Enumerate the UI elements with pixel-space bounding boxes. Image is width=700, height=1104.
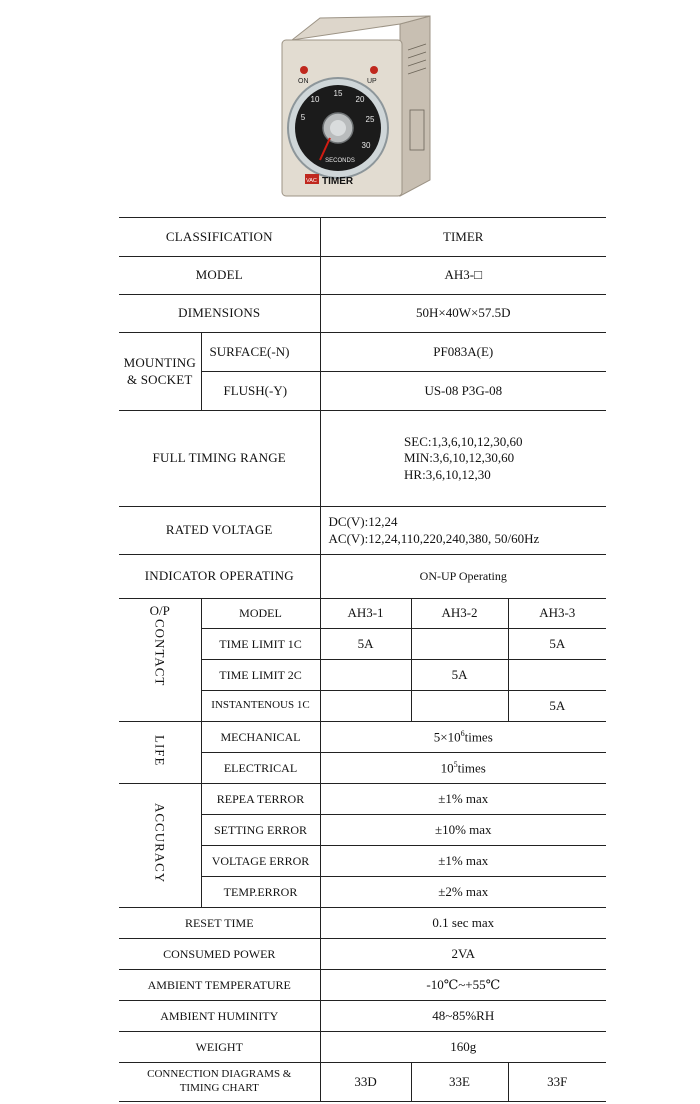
surface-value: PF083A(E) xyxy=(320,333,606,372)
connection-row xyxy=(119,1063,606,1102)
life-label: LIFE xyxy=(152,734,168,767)
connection-value-1: 33D xyxy=(320,1063,411,1102)
accuracy-label-cell xyxy=(119,784,201,908)
op-label: O/P xyxy=(149,603,170,618)
life-label-cell xyxy=(119,722,201,784)
weight-row xyxy=(119,1032,606,1063)
ambient-temp-label: AMBIENT TEMPERATURE xyxy=(119,970,320,1001)
mechanical-exp: 6 xyxy=(460,728,465,738)
accuracy-label: ACCURACY xyxy=(152,803,168,884)
voltage-ac: AC(V):12,24,110,220,240,380, 50/60Hz xyxy=(328,530,540,546)
voltage-tag: VAC xyxy=(306,178,317,184)
op-cell xyxy=(411,629,508,660)
electrical-unit: times xyxy=(457,760,486,776)
ambient-temp-value: -10℃~+55℃ xyxy=(320,970,606,1001)
weight-label: WEIGHT xyxy=(119,1032,320,1063)
op-cell xyxy=(320,660,411,691)
mechanical-label: MECHANICAL xyxy=(201,722,320,753)
op-row-label: INSTANTENOUS 1C xyxy=(201,691,320,722)
op-contact-label xyxy=(119,599,201,722)
dial-tick-5: 5 xyxy=(300,113,306,122)
accuracy-row-label: SETTING ERROR xyxy=(201,815,320,846)
dimensions-value: 50H×40W×57.5D xyxy=(320,295,606,333)
voltage-value xyxy=(320,507,606,555)
connection-label-line1: CONNECTION DIAGRAMS & xyxy=(147,1068,292,1081)
mechanical-value xyxy=(320,722,606,753)
op-model-1: AH3-1 xyxy=(320,599,411,629)
dimensions-row xyxy=(119,295,606,333)
timing-value xyxy=(320,411,606,507)
dimensions-label: DIMENSIONS xyxy=(119,295,320,333)
on-indicator-label: ON xyxy=(298,78,309,85)
timer-brand-label: TIMER xyxy=(322,176,354,187)
reset-time-value: 0.1 sec max xyxy=(320,908,606,939)
model-value: AH3-□ xyxy=(320,257,606,295)
mounting-label-line1: MOUNTING xyxy=(123,355,196,371)
electrical-base: 10 xyxy=(440,760,454,776)
contact-label: CONTACT xyxy=(152,619,168,687)
voltage-row xyxy=(119,507,606,555)
up-indicator-label: UP xyxy=(367,78,377,85)
connection-label-line2: TIMING CHART xyxy=(179,1082,259,1094)
op-row-label: TIME LIMIT 2C xyxy=(201,660,320,691)
mounting-label xyxy=(119,333,201,411)
classification-label: CLASSIFICATION xyxy=(119,218,320,257)
accuracy-row-label: REPEA TERROR xyxy=(201,784,320,815)
accuracy-row-value: ±1% max xyxy=(320,846,606,877)
accuracy-row xyxy=(119,784,606,815)
timing-min: MIN:3,6,10,12,30,60 xyxy=(404,450,515,466)
accuracy-row-value: ±1% max xyxy=(320,784,606,815)
reset-time-row xyxy=(119,908,606,939)
classification-row xyxy=(119,218,606,257)
electrical-exp: 5 xyxy=(453,759,458,769)
accuracy-row-value: ±10% max xyxy=(320,815,606,846)
connection-value-3: 33F xyxy=(508,1063,606,1102)
connection-value-2: 33E xyxy=(411,1063,508,1102)
dial-tick-25: 25 xyxy=(365,115,375,124)
model-label: MODEL xyxy=(119,257,320,295)
consumed-power-value: 2VA xyxy=(320,939,606,970)
op-model-row xyxy=(119,599,606,629)
timing-row xyxy=(119,411,606,507)
accuracy-row-label: VOLTAGE ERROR xyxy=(201,846,320,877)
timing-sec: SEC:1,3,6,10,12,30,60 xyxy=(404,434,523,450)
op-row-label: TIME LIMIT 1C xyxy=(201,629,320,660)
weight-value: 160g xyxy=(320,1032,606,1063)
timing-hr: HR:3,6,10,12,30 xyxy=(404,466,491,482)
voltage-dc: DC(V):12,24 xyxy=(328,514,398,530)
reset-time-label: RESET TIME xyxy=(119,908,320,939)
consumed-power-label: CONSUMED POWER xyxy=(119,939,320,970)
spec-table xyxy=(119,217,606,1102)
mechanical-base: 5×10 xyxy=(433,729,461,745)
op-cell: 5A xyxy=(411,660,508,691)
flush-label: FLUSH(-Y) xyxy=(201,372,320,411)
timing-label: FULL TIMING RANGE xyxy=(119,411,320,507)
op-model-2: AH3-2 xyxy=(411,599,508,629)
dial-tick-20: 20 xyxy=(355,95,365,104)
op-cell xyxy=(320,691,411,722)
indicator-row xyxy=(119,555,606,599)
electrical-value xyxy=(320,753,606,784)
flush-value: US-08 P3G-08 xyxy=(320,372,606,411)
indicator-label: INDICATOR OPERATING xyxy=(119,555,320,599)
accuracy-row-label: TEMP.ERROR xyxy=(201,877,320,908)
surface-label: SURFACE(-N) xyxy=(201,333,320,372)
classification-value: TIMER xyxy=(320,218,606,257)
op-cell: 5A xyxy=(508,629,606,660)
life-mechanical-row xyxy=(119,722,606,753)
mounting-row-surface xyxy=(119,333,606,372)
accuracy-row-value: ±2% max xyxy=(320,877,606,908)
dial-tick-10: 10 xyxy=(310,95,320,104)
electrical-label: ELECTRICAL xyxy=(201,753,320,784)
dial-tick-30: 30 xyxy=(361,141,371,150)
op-cell xyxy=(411,691,508,722)
consumed-power-row xyxy=(119,939,606,970)
op-cell: 5A xyxy=(508,691,606,722)
timer-product-image xyxy=(270,10,450,210)
mounting-label-line2: & SOCKET xyxy=(126,371,193,387)
ambient-humidity-label: AMBIENT HUMINITY xyxy=(119,1001,320,1032)
voltage-label: RATED VOLTAGE xyxy=(119,507,320,555)
op-model-3: AH3-3 xyxy=(508,599,606,629)
ambient-temp-row xyxy=(119,970,606,1001)
mechanical-unit: times xyxy=(464,729,493,745)
op-cell: 5A xyxy=(320,629,411,660)
op-cell xyxy=(508,660,606,691)
indicator-value: ON-UP Operating xyxy=(320,555,606,599)
ambient-humidity-value: 48~85%RH xyxy=(320,1001,606,1032)
ambient-humidity-row xyxy=(119,1001,606,1032)
connection-label xyxy=(119,1063,320,1102)
op-model-label: MODEL xyxy=(201,599,320,629)
dial-unit-label: SECONDS xyxy=(325,158,355,164)
model-row xyxy=(119,257,606,295)
dial-tick-15: 15 xyxy=(333,89,343,98)
